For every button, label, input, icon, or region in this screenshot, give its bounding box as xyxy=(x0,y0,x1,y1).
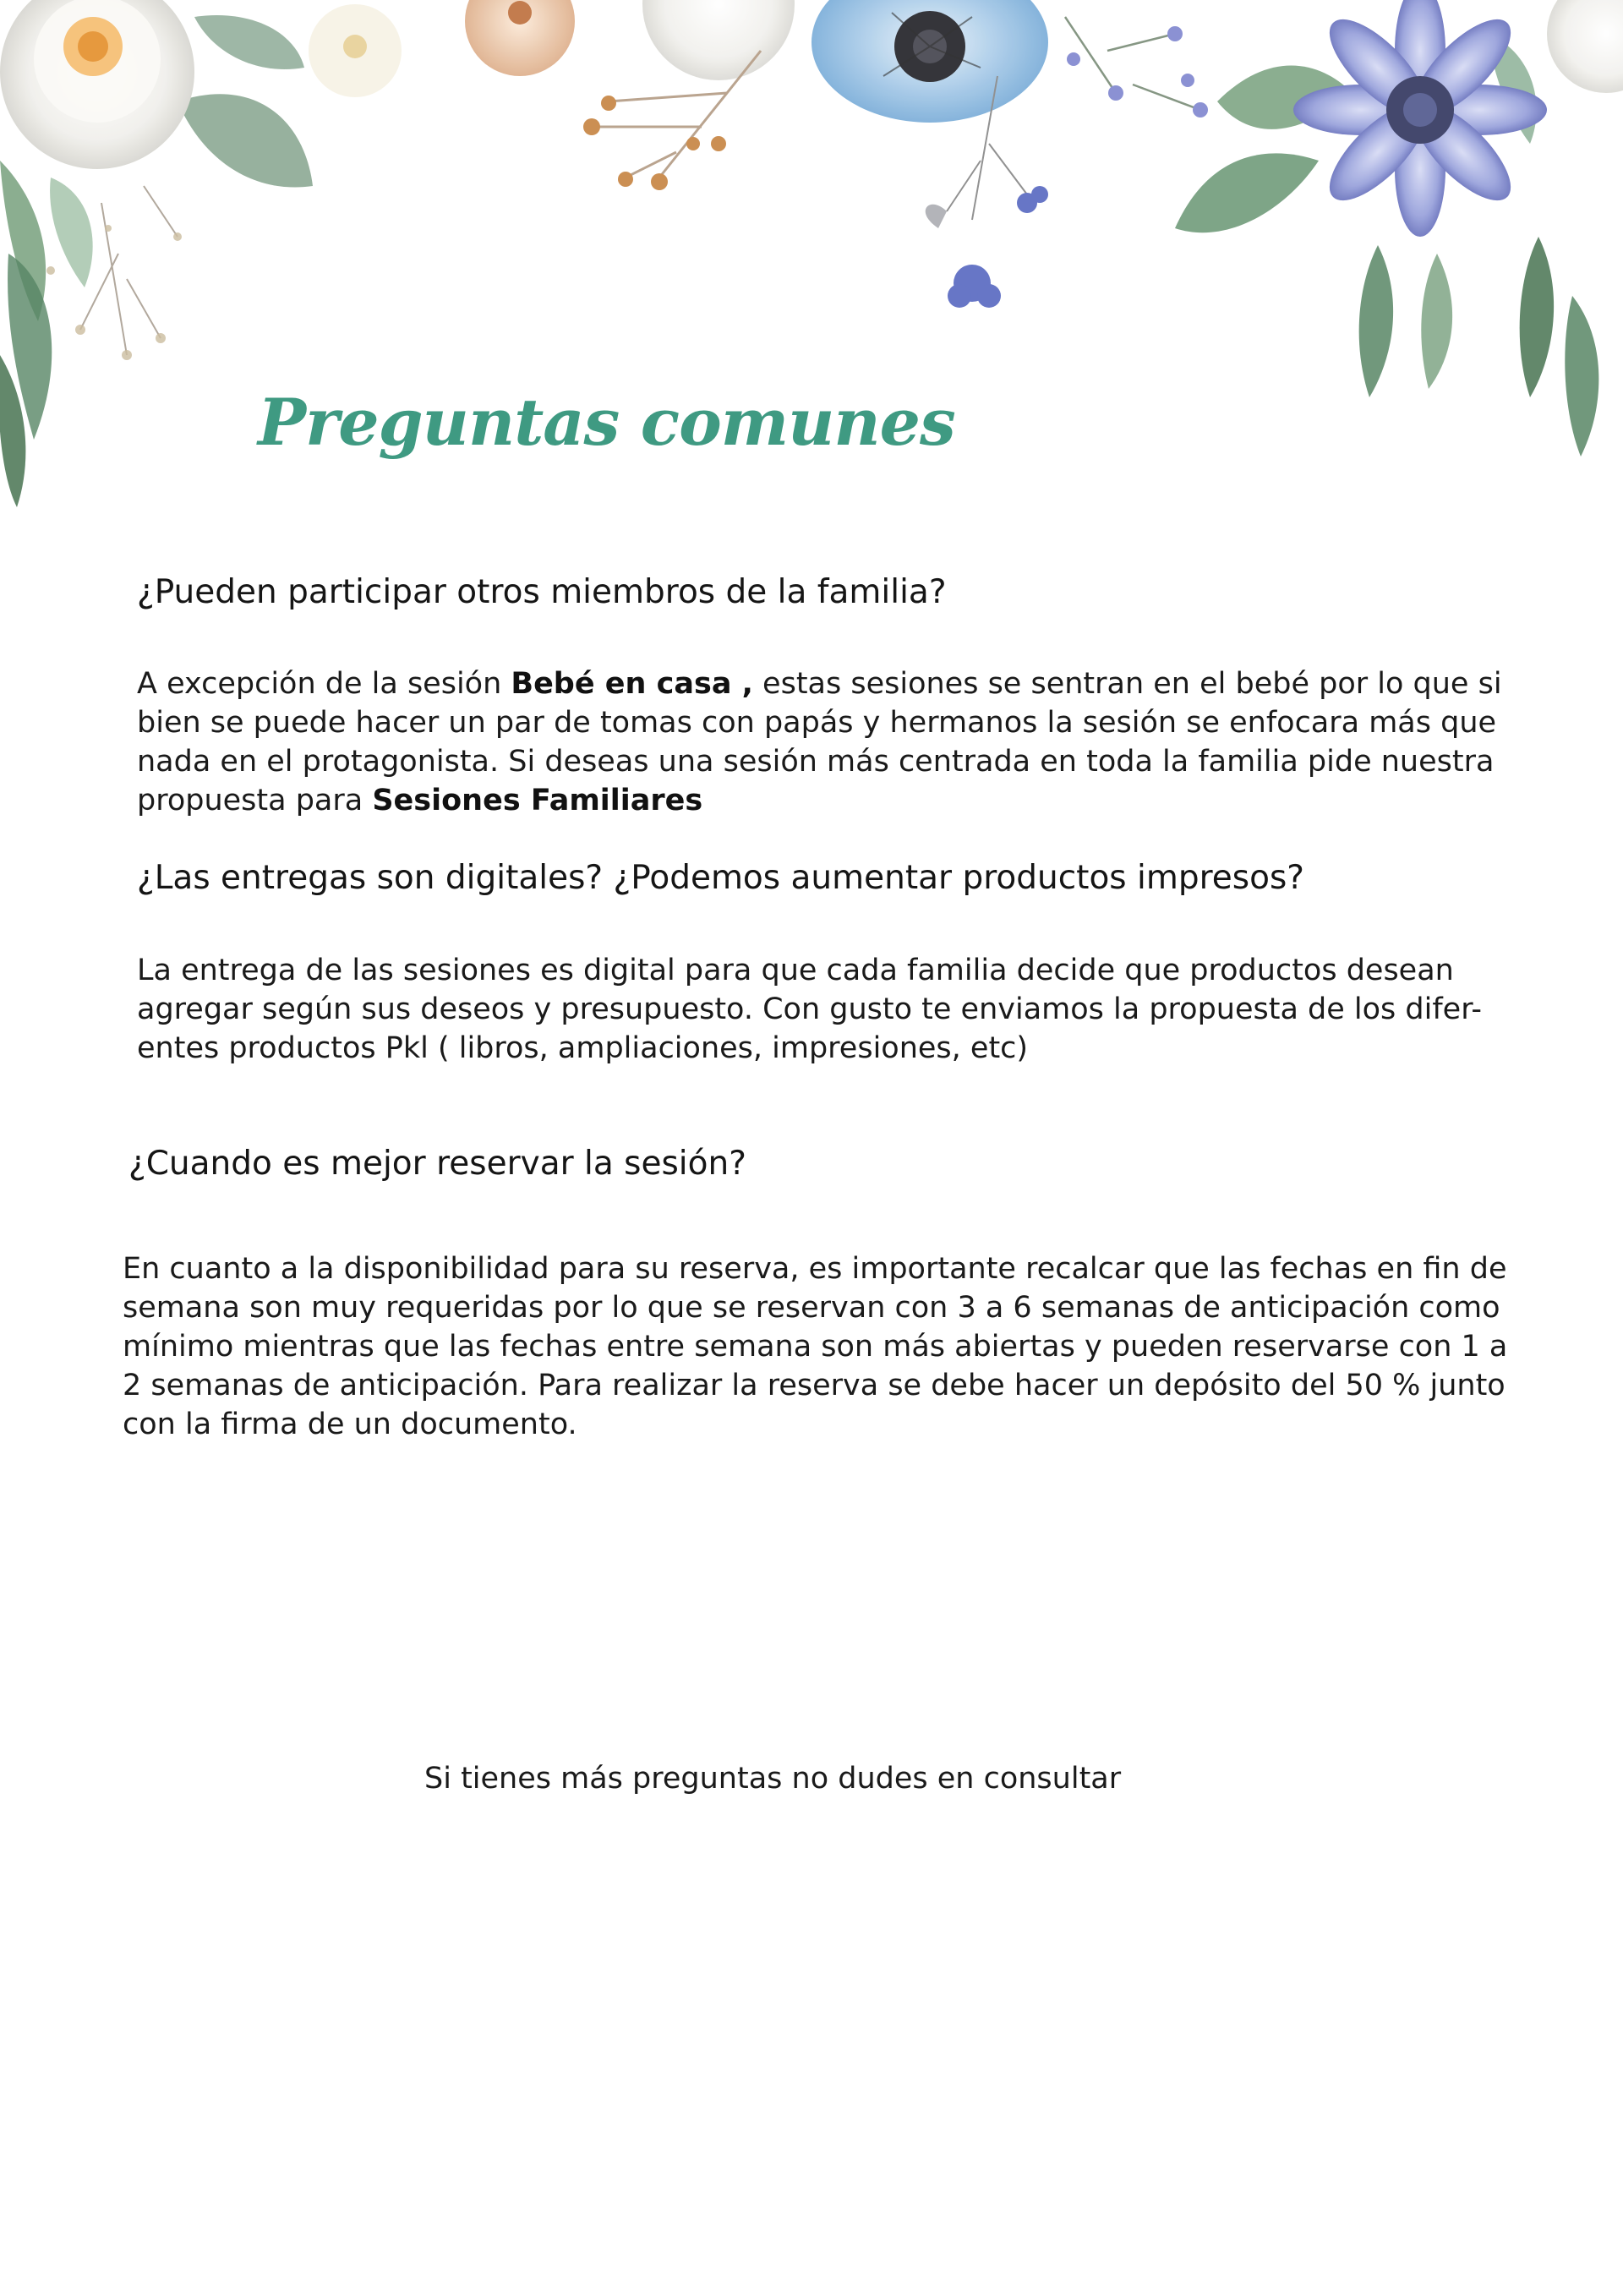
answer-line: 2 semanas de anticipación. Para realizar la reserva se debe hacer un depósito del 50 % junto xyxy=(123,1369,1506,1402)
answer-line xyxy=(137,664,1506,703)
answer-text: A excepción de la sesión xyxy=(137,667,511,701)
page-title: Preguntas comunes xyxy=(258,385,955,460)
blue-anemone-flower xyxy=(812,0,1048,308)
right-flower-cluster xyxy=(1175,0,1623,456)
session-name-familiares: Sesiones Familiares xyxy=(372,784,703,817)
answer-text: estas sesiones se sentran en el bebé por lo que si xyxy=(752,667,1502,701)
answer-text: propuesta para xyxy=(137,784,373,817)
faq-question-delivery: ¿Las entregas son digitales? ¿Podemos aumentar productos impresos? xyxy=(137,859,1304,897)
faq-question-booking: ¿Cuando es mejor reservar la sesión? xyxy=(128,1145,746,1183)
closing-note: Si tienes más preguntas no dudes en consultar xyxy=(424,1762,1122,1796)
faq-question-family: ¿Pueden participar otros miembros de la familia? xyxy=(137,573,947,611)
answer-line: con la firma de un documento. xyxy=(123,1408,577,1441)
session-name-bebe-en-casa: Bebé en casa , xyxy=(511,667,753,701)
answer-line: bien se puede hacer un par de tomas con papás y hermanos la sesión se enfocara más que xyxy=(137,706,1497,740)
answer-line: entes productos Pkl ( libros, ampliaciones, impresiones, etc) xyxy=(137,1031,1029,1065)
answer-line: semana son muy requeridas por lo que se reservan con 3 a 6 semanas de anticipación como xyxy=(123,1291,1500,1325)
faq-answer-family xyxy=(137,664,1506,820)
faq-answer-delivery xyxy=(137,951,1506,1068)
purple-sprigs xyxy=(1065,17,1208,118)
answer-line: nada en el protagonista. Si deseas una sesión más centrada en toda la familia pide nuestra xyxy=(137,745,1495,779)
answer-line xyxy=(137,781,1506,820)
peach-flower-berries xyxy=(465,0,795,190)
answer-line: La entrega de las sesiones es digital para que cada familia decide que productos desean xyxy=(137,954,1454,987)
answer-line: mínimo mientras que las fechas entre semana son más abiertas y pueden reservarse con 1 a xyxy=(123,1330,1508,1364)
answer-line: En cuanto a la disponibilidad para su reserva, es importante recalcar que las fechas en fin de xyxy=(123,1252,1507,1286)
answer-line: agregar según sus deseos y presupuesto. Con gusto te enviamos la propuesta de los difer- xyxy=(137,992,1482,1026)
faq-answer-booking xyxy=(123,1249,1508,1444)
